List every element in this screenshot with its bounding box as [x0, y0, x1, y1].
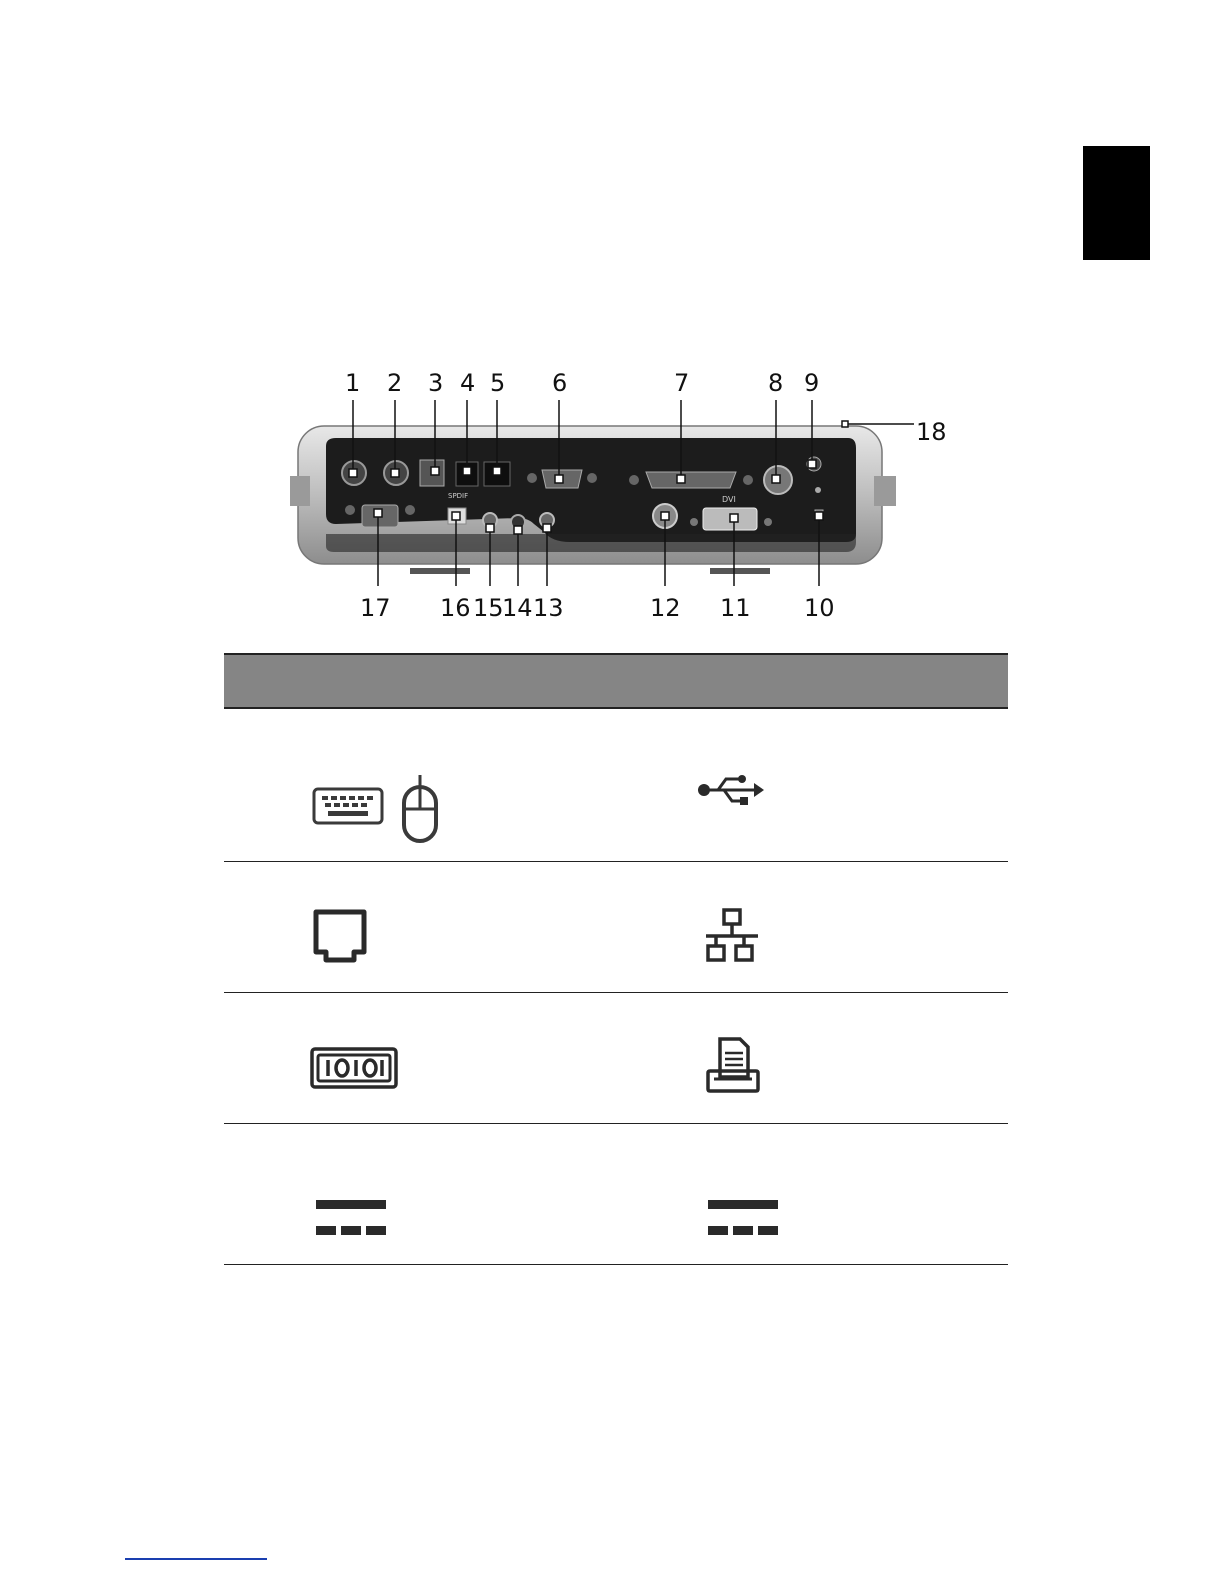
- dvi-label: DVI: [722, 495, 736, 504]
- keyboard-icon: [312, 787, 384, 832]
- callout-number: 5: [490, 369, 506, 397]
- dc-power-icon: [316, 1200, 386, 1241]
- modem-icon: [312, 908, 368, 969]
- callout-number: 17: [360, 594, 391, 622]
- network-icon: [702, 908, 762, 969]
- callout-number: 4: [460, 369, 476, 397]
- top-callouts: [345, 369, 819, 397]
- callout-number: 16: [440, 594, 471, 622]
- callout-number: 7: [674, 369, 690, 397]
- callout-number: 8: [768, 369, 784, 397]
- mouse-icon: [400, 773, 440, 850]
- callout-number: 14: [502, 594, 533, 622]
- table-row: [224, 709, 1008, 862]
- dc-power-icon: [708, 1200, 778, 1241]
- table-row: [224, 993, 1008, 1124]
- ports-table: [224, 653, 1008, 1265]
- bottom-callouts: [360, 594, 835, 622]
- table-row: [224, 1124, 1008, 1265]
- serial-port-icon: [310, 1047, 398, 1094]
- table-header: [224, 653, 1008, 709]
- callout-number: 11: [720, 594, 751, 622]
- spdif-label: SPDIF: [448, 492, 469, 500]
- callout-number: 9: [804, 369, 820, 397]
- table-row: [224, 862, 1008, 993]
- callout-number: 2: [387, 369, 403, 397]
- device-body: [290, 426, 896, 574]
- callout-number: 3: [428, 369, 444, 397]
- callout-number: 13: [533, 594, 564, 622]
- callout-number: 18: [916, 418, 947, 446]
- callout-number: 10: [804, 594, 835, 622]
- docking-station-rear-diagram: [290, 360, 960, 630]
- chapter-tab-marker: [1083, 146, 1150, 260]
- printer-icon: [706, 1037, 760, 1098]
- callout-number: 15: [473, 594, 504, 622]
- callout-number: 6: [552, 369, 568, 397]
- usb-icon: [696, 773, 766, 812]
- callout-number: 12: [650, 594, 681, 622]
- footnote-rule: [125, 1558, 267, 1560]
- callout-number: 1: [345, 369, 361, 397]
